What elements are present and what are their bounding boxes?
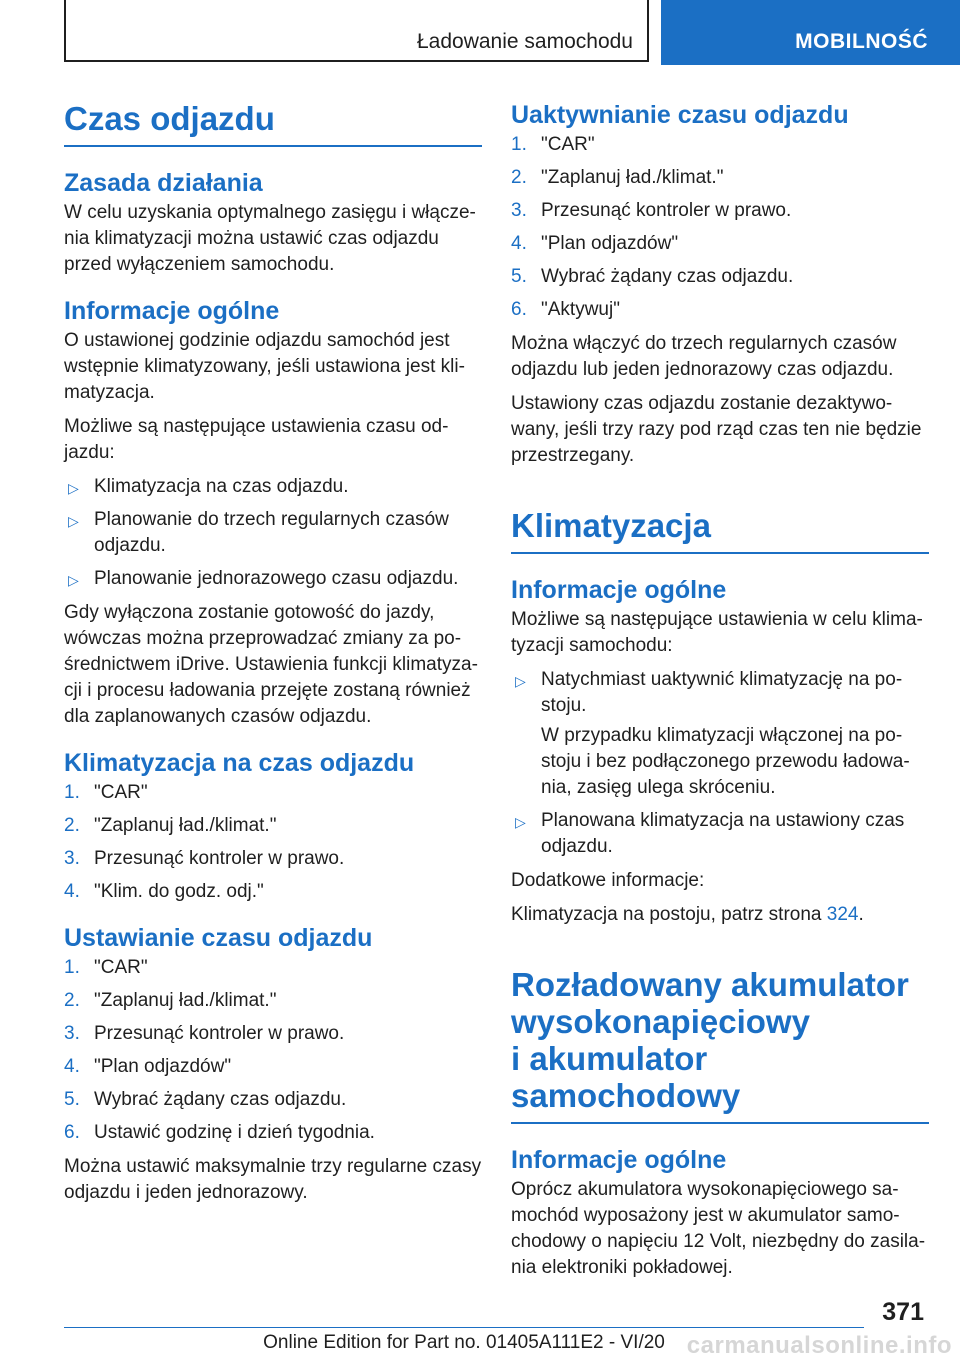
list-item: ▷ Klimatyzacja na czas odjazdu. (64, 474, 482, 500)
section-title: MOBILNOŚĆ (795, 30, 928, 53)
right-column (511, 100, 929, 1289)
paragraph-klim-info: Możliwe są następujące ustawienia w celu klimatyzacji samochodu: (511, 609, 923, 656)
paragraph-reference: Klimatyzacja na postoju, patrz strona 324. (511, 904, 864, 925)
klim-steps-list (64, 780, 482, 905)
triangle-bullet-icon: ▷ (68, 480, 79, 496)
paragraph-zasada: W celu uzyskania optymalnego zasięgu i włączenia klimatyzacji można ustawić czas odjazdu przed wyłączeniem samochodu. (64, 202, 476, 275)
heading-klimatyzacja-czas: Klimatyzacja na czas odjazdu (64, 749, 415, 777)
header-chapter-box (64, 0, 649, 62)
ustaw-steps-list (64, 955, 482, 1146)
list-item: 6. "Aktywuj" (511, 299, 620, 320)
list-item: 2. "Zaplanuj ład./klimat." (64, 815, 277, 836)
list-item: 6. Ustawić godzinę i dzień tygodnia. (64, 1122, 375, 1143)
page-reference-link[interactable]: 324 (826, 904, 859, 925)
heading-uaktywnianie: Uaktywnianie czasu odjazdu (511, 101, 849, 129)
list-item: ▷ Planowana klimatyzacja na ustawiony czas odjazdu. (515, 810, 905, 857)
list-item: 1. "CAR" (64, 782, 148, 803)
header-section-tab (661, 0, 960, 65)
paragraph-aktyw-1: Można włączyć do trzech regularnych czasów odjazdu lub jeden jednorazowy czas odjazdu. (511, 333, 897, 380)
paragraph-info-1: O ustawionej godzinie odjazdu samochód jest wstępnie klimatyzowany, jeśli ustawiona jest klimatyzacja. (64, 330, 465, 403)
footer-divider (64, 1327, 864, 1328)
page-number: 371 (882, 1298, 924, 1326)
list-item: 1. "CAR" (64, 957, 148, 978)
list-item: ▷ Natychmiast uaktywnić klimatyzację na postoju. W przypadku klimatyzacji włączonej na postoju i bez podłączonego przewodu ładowania, zasięg ulega skróceniu. (511, 667, 929, 801)
triangle-bullet-icon: ▷ (68, 513, 79, 529)
watermark: carmanualsonline.info (686, 1332, 952, 1359)
list-item: 3. Przesunąć kontroler w prawo. (64, 1023, 345, 1044)
list-item: ▷ Planowanie jednorazowego czasu odjazdu. (64, 566, 482, 592)
list-item: 3. Przesunąć kontroler w prawo. (511, 200, 792, 221)
paragraph-akum: Oprócz akumulatora wysokonapięciowego samochód wyposażony jest w akumulator samochodowy o napięciu 12 Volt, niezbędny do zasilania elektroniki pokładowej. (511, 1179, 926, 1278)
edition-text: Online Edition for Part no. 01405A111E2 - VI/20 (263, 1332, 665, 1353)
paragraph-info-2: Możliwe są następujące ustawienia czasu odjazdu: (64, 416, 449, 463)
list-item: 3. Przesunąć kontroler w prawo. (64, 848, 345, 869)
list-item-note: W przypadku klimatyzacji włączonej na postoju i bez podłączonego przewodu ładowania, zasięg ulega skróceniu. (541, 725, 910, 798)
heading-akumulator: Rozładowany akumulator wysokonapięciowy i akumulator samochodowy (511, 966, 929, 1124)
klim-options-list (511, 667, 929, 860)
heading-informacje: Informacje ogólne (64, 297, 280, 325)
list-item: 2. "Zaplanuj ład./klimat." (64, 990, 277, 1011)
heading-czas-odjazdu: Czas odjazdu (64, 100, 482, 147)
paragraph-aktyw-2: Ustawiony czas odjazdu zostanie dezaktywowany, jeśli trzy razy pod rząd czas ten nie będzie przestrzegany. (511, 393, 922, 466)
left-column (64, 100, 482, 1214)
list-item: 4. "Plan odjazdów" (64, 1056, 232, 1077)
paragraph-dodatkowe: Dodatkowe informacje: (511, 870, 705, 891)
list-item: 1. "CAR" (511, 134, 595, 155)
paragraph-ustaw: Można ustawić maksymalnie trzy regularne czasy odjazdu i jeden jednorazowy. (64, 1156, 482, 1203)
list-item: 4. "Plan odjazdów" (511, 233, 679, 254)
heading-informacje-akum: Informacje ogólne (511, 1146, 727, 1174)
triangle-bullet-icon: ▷ (515, 814, 526, 830)
list-item: 5. Wybrać żądany czas odjazdu. (511, 266, 794, 287)
chapter-title: Ładowanie samochodu (417, 30, 633, 53)
list-item: ▷ Planowanie do trzech regularnych czasów odjazdu. (68, 509, 449, 556)
triangle-bullet-icon: ▷ (515, 673, 526, 689)
aktyw-steps-list (511, 132, 929, 323)
heading-informacje-klim: Informacje ogólne (511, 576, 727, 604)
paragraph-info-3: Gdy wyłączona zostanie gotowość do jazdy, wówczas można przeprowadzać zmiany za pośrednictwem iDrive. Ustawienia funkcji klimatyzacji i procesu ładowania przejęte zostaną również dla zaplanowanych czasów odjazdu. (64, 602, 478, 727)
triangle-bullet-icon: ▷ (68, 572, 79, 588)
heading-ustawianie: Ustawianie czasu odjazdu (64, 924, 373, 952)
list-item: 2. "Zaplanuj ład./klimat." (511, 167, 724, 188)
list-item: 5. Wybrać żądany czas odjazdu. (64, 1089, 347, 1110)
heading-klimatyzacja: Klimatyzacja (511, 507, 929, 554)
list-item: 4. "Klim. do godz. odj." (64, 881, 264, 902)
settings-list (64, 474, 482, 592)
heading-zasada: Zasada działania (64, 169, 263, 197)
